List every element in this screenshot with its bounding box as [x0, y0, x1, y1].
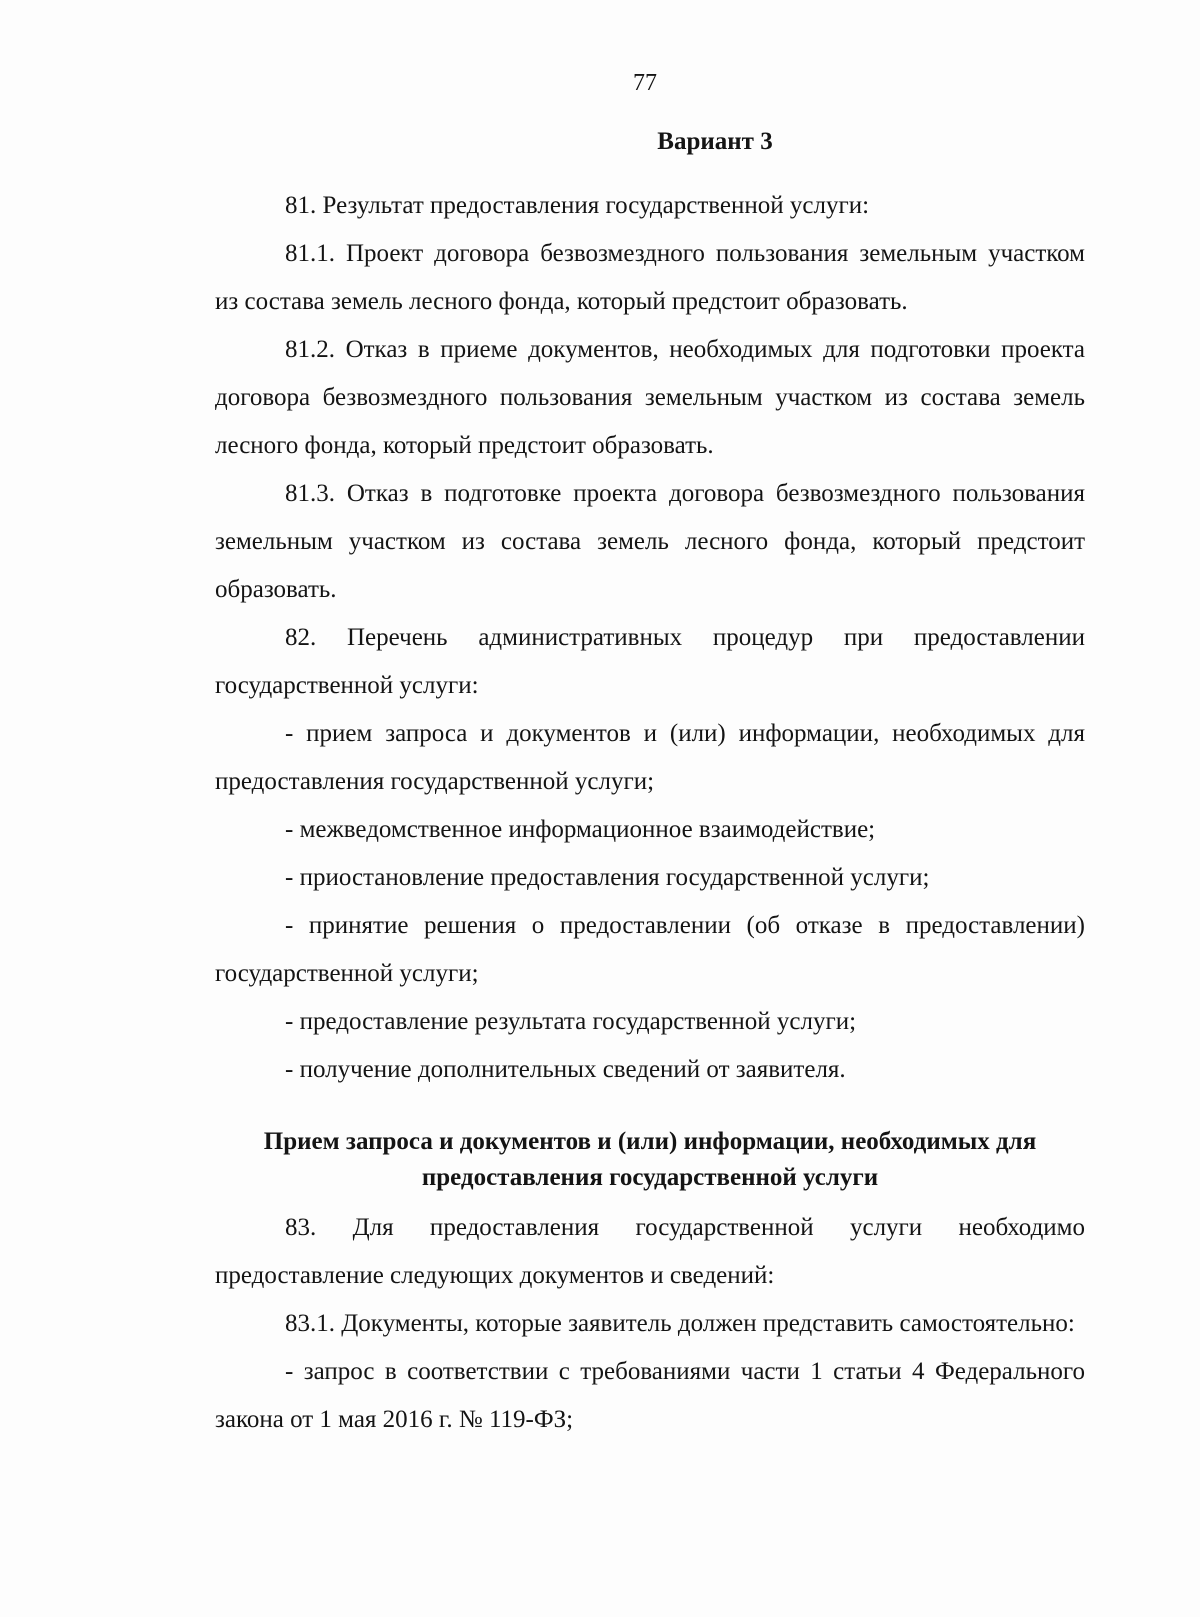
list-item-document: - запрос в соответствии с требованиями части 1 статьи 4 Федерального закона от 1 мая 2016 г. № 119-ФЗ;: [215, 1358, 1085, 1433]
body-text-block-2: [215, 1204, 1085, 1444]
page-number: 77: [633, 70, 657, 96]
body-text-block-1: [215, 182, 1085, 1094]
section-heading-line-2: предоставления государственной услуги: [421, 1164, 879, 1191]
section-heading: [215, 1124, 1085, 1196]
paragraph-82: 82. Перечень административных процедур при предоставлении государственной услуги:: [215, 624, 1085, 699]
list-item-procedure: - предоставление результата государственной услуги;: [285, 1008, 857, 1035]
paragraph-81: 81. Результат предоставления государственной услуги:: [285, 192, 870, 219]
paragraph-83: 83. Для предоставления государственной услуги необходимо предоставление следующих документов и сведений:: [215, 1214, 1085, 1289]
variant-heading: Вариант 3: [657, 128, 773, 155]
paragraph-81-3: 81.3. Отказ в подготовке проекта договора безвозмездного пользования земельным участком из состава земель лесного фонда, который предстоит образовать.: [215, 480, 1085, 603]
paragraph-83-1: 83.1. Документы, которые заявитель должен представить самостоятельно:: [285, 1310, 1075, 1337]
list-item-procedure: - межведомственное информационное взаимодействие;: [285, 816, 876, 843]
paragraph-81-2: 81.2. Отказ в приеме документов, необходимых для подготовки проекта договора безвозмездного пользования земельным участком из состава земель лесного фонда, который предстоит образовать.: [215, 336, 1085, 459]
list-item-procedure: - приостановление предоставления государственной услуги;: [285, 864, 930, 891]
paragraph-81-1: 81.1. Проект договора безвозмездного пользования земельным участком из состава земель лесного фонда, который предстоит образовать.: [215, 240, 1085, 315]
list-item-procedure: - получение дополнительных сведений от заявителя.: [285, 1056, 846, 1083]
list-item-procedure: - принятие решения о предоставлении (об отказе в предоставлении) государственной услуги;: [215, 912, 1085, 987]
section-heading-line-1: Прием запроса и документов и (или) информации, необходимых для: [263, 1128, 1037, 1155]
list-item-procedure: - прием запроса и документов и (или) информации, необходимых для предоставления государственной услуги;: [215, 720, 1085, 795]
